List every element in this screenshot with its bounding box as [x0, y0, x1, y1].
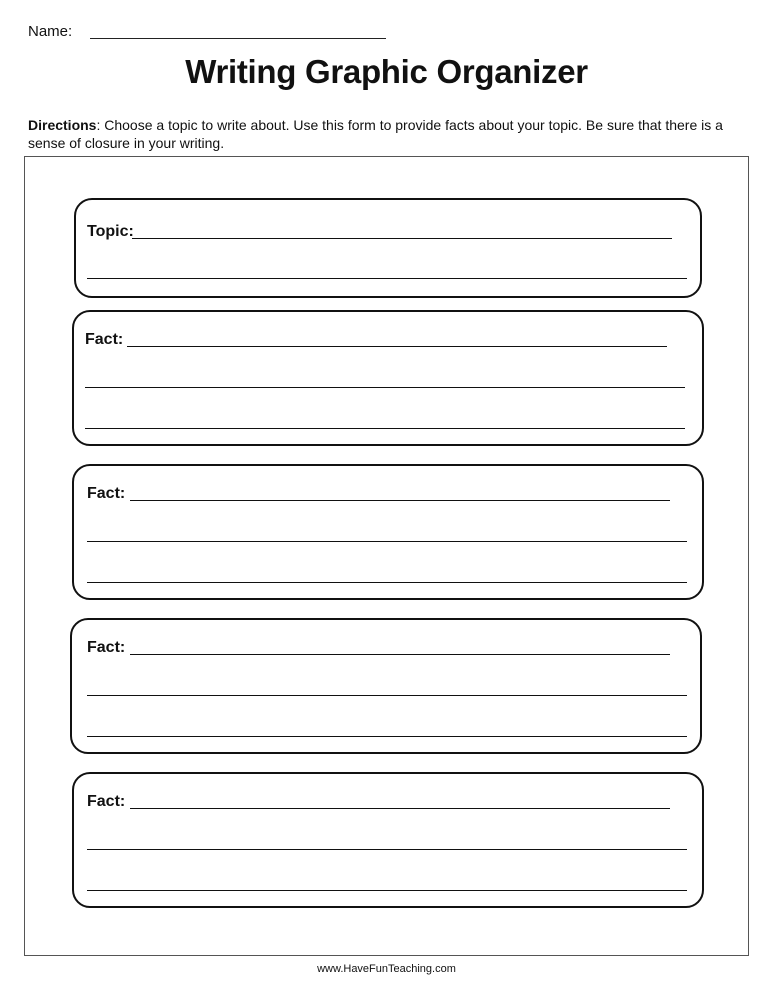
fact-box-3: [70, 618, 702, 754]
fact-4-line-1[interactable]: [130, 808, 670, 809]
name-row: [28, 22, 388, 42]
fact-label-4: Fact:: [87, 793, 126, 810]
directions-text: : Choose a topic to write about. Use this form to provide facts about your topic. Be sure that there is a sense of closure in your writing.: [28, 117, 723, 151]
fact-3-line-3[interactable]: [87, 736, 687, 737]
topic-line-2[interactable]: [87, 278, 687, 279]
directions-label: Directions: [28, 117, 97, 133]
fact-3-line-1[interactable]: [130, 654, 670, 655]
fact-box-2: [72, 464, 704, 600]
page-title: Writing Graphic Organizer: [185, 53, 588, 90]
fact-box-4: [72, 772, 704, 908]
directions: [28, 116, 743, 152]
topic-label: Topic:: [87, 223, 134, 240]
fact-1-line-3[interactable]: [85, 428, 685, 429]
fact-box-1: [72, 310, 704, 446]
topic-box: [74, 198, 702, 298]
fact-label-3: Fact:: [87, 639, 126, 656]
name-field[interactable]: [90, 38, 386, 39]
fact-2-line-2[interactable]: [87, 541, 687, 542]
fact-2-line-1[interactable]: [130, 500, 670, 501]
fact-3-line-2[interactable]: [87, 695, 687, 696]
fact-4-line-2[interactable]: [87, 849, 687, 850]
footer-url: www.HaveFunTeaching.com: [317, 963, 456, 975]
name-label: Name:: [28, 23, 73, 40]
fact-label-1: Fact:: [85, 331, 124, 348]
fact-2-line-3[interactable]: [87, 582, 687, 583]
topic-line-1[interactable]: [132, 238, 672, 239]
fact-label-2: Fact:: [87, 485, 126, 502]
fact-1-line-2[interactable]: [85, 387, 685, 388]
fact-1-line-1[interactable]: [127, 346, 667, 347]
fact-4-line-3[interactable]: [87, 890, 687, 891]
